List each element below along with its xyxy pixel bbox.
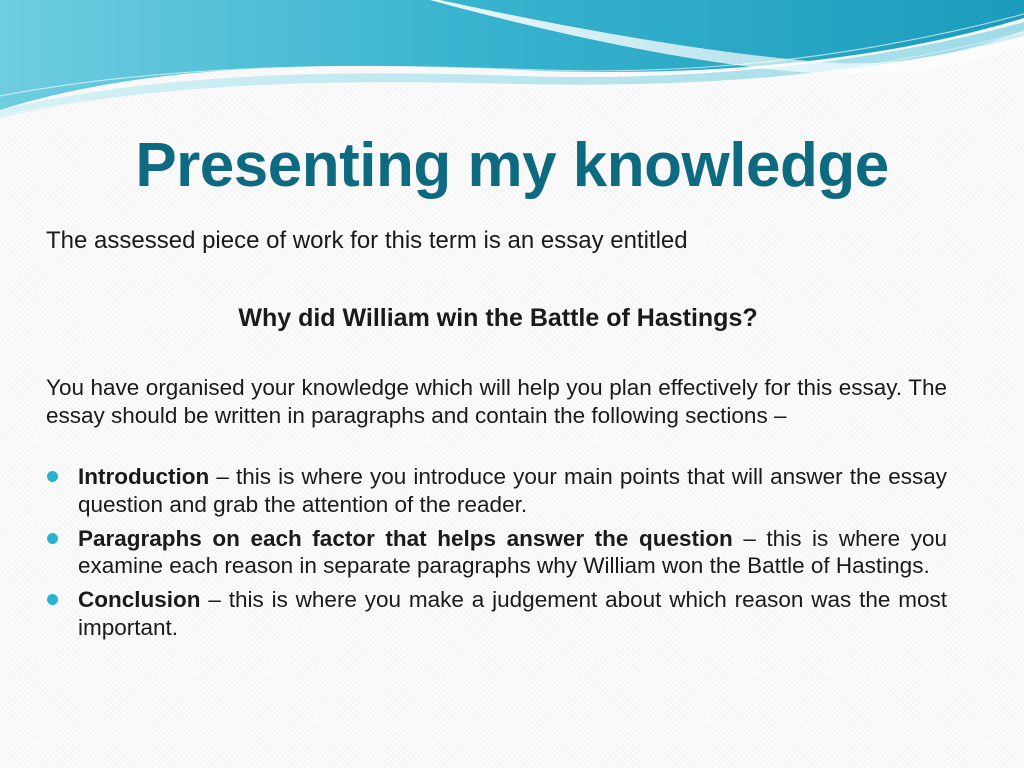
bullet-text: – this is where you make a judgement about which reason was the most important.	[78, 587, 947, 640]
bullet-dot-icon	[47, 533, 58, 544]
bullet-dot-icon	[47, 471, 58, 482]
bullet-heading: Paragraphs on each factor that helps answer the question	[78, 525, 733, 551]
bullet-heading: Conclusion	[78, 587, 201, 612]
list-item-paragraphs	[46, 525, 947, 580]
instructions-paragraph: You have organised your knowledge which will help you plan effectively for this essay. The essay should be written in paragraphs and contain the following sections –	[46, 375, 947, 428]
section-list	[46, 463, 947, 648]
list-item-introduction	[46, 463, 947, 518]
slide-title: Presenting my knowledge	[135, 131, 889, 200]
bullet-heading: Introduction	[78, 464, 210, 489]
bullet-text: – this is where you examine each reason in separate paragraphs why William won the Battle of Hastings.	[78, 525, 947, 578]
bullet-dot-icon	[47, 594, 58, 605]
bullet-text: – this is where you introduce your main points that will answer the essay question and grab the attention of the reader.	[78, 464, 947, 517]
essay-question: Why did William win the Battle of Hastings?	[238, 304, 758, 332]
header-wave-decoration	[0, 0, 1024, 120]
list-item-conclusion	[46, 586, 947, 641]
intro-line: The assessed piece of work for this term is an essay entitled	[46, 227, 688, 254]
